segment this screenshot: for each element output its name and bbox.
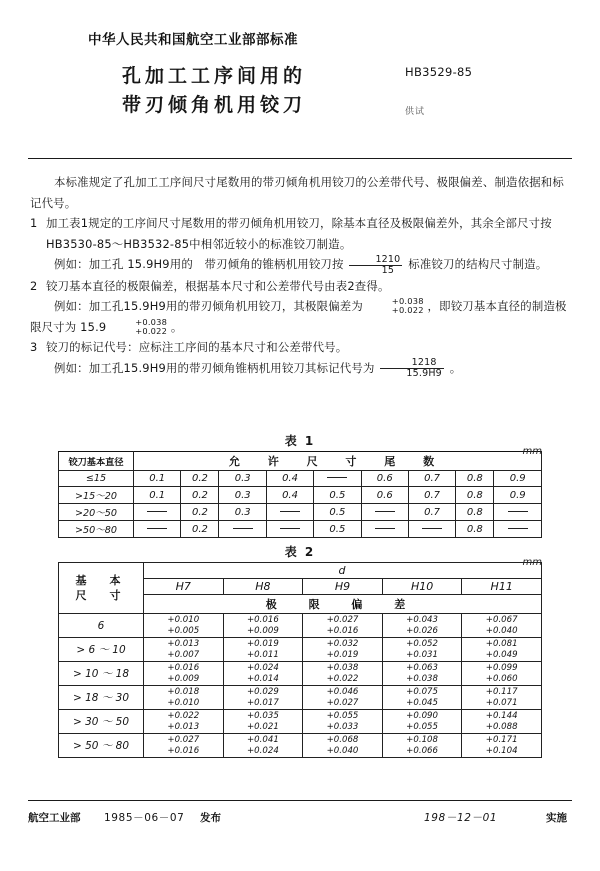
table-1-value-cell: 0.8 (456, 504, 494, 521)
table-2-block (58, 543, 542, 758)
table-2-d-header: d (144, 563, 542, 579)
table-1-value-cell (134, 504, 181, 521)
table-row (59, 504, 542, 521)
table-1-value-cell (266, 521, 313, 538)
deviation-upper: +0.016 (167, 663, 200, 673)
empty-dash-icon (375, 528, 395, 529)
deviation-upper: +0.013 (167, 639, 200, 649)
footer-publish-label: 发布 (200, 812, 221, 824)
table-2-deviation-cell (303, 638, 383, 662)
clause-2-deviation-1 (368, 297, 424, 314)
table-1-value-cell: 0.8 (456, 521, 494, 538)
table-2-deviation-cell (462, 662, 542, 686)
table-2-deviation-cell (303, 662, 383, 686)
empty-dash-icon (147, 511, 167, 512)
table-2-size-cell: > 6 ～ 10 (59, 638, 144, 662)
footer-divider (28, 800, 572, 801)
deviation-lower: +0.027 (326, 697, 359, 708)
empty-dash-icon (233, 528, 253, 529)
table-1-value-cell: 0.7 (408, 471, 455, 487)
table-1-value-cell: 0.9 (494, 487, 542, 504)
table-2-deviation-cell (144, 662, 224, 686)
deviation-upper: +0.063 (406, 663, 438, 673)
deviation-upper: +0.099 (485, 663, 518, 673)
table-1-range-cell: >20～50 (59, 504, 134, 521)
table-1-caption: 表 1 (284, 434, 316, 448)
deviation-lower: +0.016 (167, 745, 200, 756)
deviation-upper: +0.068 (326, 735, 359, 745)
clause-2-deviation-1-upper: +0.038 (391, 296, 424, 307)
deviation-lower: +0.033 (326, 721, 359, 732)
empty-dash-icon (508, 511, 528, 512)
table-2-deviation-cell (144, 614, 224, 638)
table-2-deviation-cell (223, 638, 303, 662)
clause-3-fraction-numerator: 1218 (380, 358, 444, 369)
deviation-upper: +0.016 (246, 615, 279, 625)
table-1-value-cell: 0.9 (494, 471, 542, 487)
deviation-lower: +0.022 (326, 673, 359, 684)
deviation-upper: +0.171 (485, 735, 518, 745)
deviation-upper: +0.022 (167, 711, 200, 721)
deviation-lower: +0.060 (485, 673, 518, 684)
footer-issue-date: 1985－06－07 (104, 812, 185, 824)
deviation-upper: +0.075 (406, 687, 438, 697)
deviation-lower: +0.049 (485, 649, 518, 660)
table-2-deviation-cell (382, 662, 462, 686)
table-1-value-cell (494, 521, 542, 538)
table-2-deviation-cell (382, 614, 462, 638)
deviation-upper: +0.018 (167, 687, 200, 697)
table-1-value-cell (494, 504, 542, 521)
table-1-value-cell (408, 521, 455, 538)
body-text (30, 172, 570, 379)
table-1-range-cell: >15～20 (59, 487, 134, 504)
deviation-lower: +0.055 (406, 721, 438, 732)
table-1-range-cell: >50～80 (59, 521, 134, 538)
table-1-value-cell: 0.3 (219, 504, 266, 521)
clause-1-example-post: 标准铰刀的结构尺寸制造。 (408, 257, 548, 272)
table-row (59, 662, 542, 686)
table-row (59, 487, 542, 504)
table-1-value-cell: 0.2 (181, 487, 219, 504)
deviation-lower: +0.021 (246, 721, 279, 732)
clause-3-example-post: 。 (449, 360, 462, 375)
table-2-deviation-cell (462, 734, 542, 758)
table-1-unit: mm (522, 446, 542, 457)
deviation-lower: +0.019 (326, 649, 359, 660)
deviation-lower: +0.088 (485, 721, 518, 732)
table-2-deviation-cell (303, 614, 383, 638)
clause-3-fraction-denominator: 15.9H9 (406, 368, 442, 380)
table-1-value-cell: 0.5 (314, 521, 361, 538)
table-1-value-cell (134, 521, 181, 538)
header-divider (28, 158, 572, 159)
deviation-upper: +0.029 (246, 687, 279, 697)
deviation-upper: +0.010 (167, 615, 200, 625)
deviation-lower: +0.066 (406, 745, 438, 756)
clause-2-number: 2 (30, 278, 38, 293)
table-1-value-cell: 0.8 (456, 487, 494, 504)
clause-2-example (30, 296, 570, 337)
deviation-upper: +0.024 (246, 663, 279, 673)
table-1-value-cell: 0.8 (456, 471, 494, 487)
clause-1-fraction (349, 255, 402, 276)
table-2-deviation-cell (223, 734, 303, 758)
empty-dash-icon (280, 528, 300, 529)
table-1 (58, 451, 542, 538)
deviation-upper: +0.090 (406, 711, 438, 721)
table-2-grade-header: H8 (223, 579, 303, 595)
issuing-organization: 中华人民共和国航空工业部部标准 (88, 32, 298, 48)
table-2-deviation-cell (462, 686, 542, 710)
empty-dash-icon (508, 528, 528, 529)
clause-3-text: 铰刀的标记代号：应标注工序间的基本尺寸和公差带代号。 (46, 340, 348, 355)
table-1-row-header: 铰刀基本直径 (59, 452, 134, 471)
table-1-value-cell (361, 521, 408, 538)
table-2-deviation-cell (462, 614, 542, 638)
document-title (122, 62, 306, 121)
table-1-value-cell: 0.7 (408, 504, 455, 521)
table-2-d-header-row (59, 563, 542, 579)
standard-number: HB3529-85 (405, 65, 473, 79)
table-2-basic-size-header (59, 563, 144, 614)
clause-2 (30, 276, 570, 297)
table-1-span-header: 允 许 尺 寸 尾 数 (134, 452, 542, 471)
table-1-value-cell: 0.1 (134, 471, 181, 487)
deviation-upper: +0.067 (485, 615, 518, 625)
table-2-deviation-cell (144, 734, 224, 758)
empty-dash-icon (422, 528, 442, 529)
empty-dash-icon (280, 511, 300, 512)
deviation-upper: +0.035 (246, 711, 279, 721)
clause-3-example-pre: 例如：加工孔15.9H9用的带刃倾角锥柄机用铰刀其标记代号为 (54, 360, 375, 375)
table-1-value-cell (314, 471, 361, 487)
table-1-value-cell: 0.2 (181, 504, 219, 521)
table-2-grade-header: H9 (303, 579, 383, 595)
table-1-header-row (59, 452, 542, 471)
table-1-range-cell: ≤15 (59, 471, 134, 487)
deviation-lower: +0.016 (326, 625, 359, 636)
table-1-block (58, 432, 542, 538)
table-row (59, 638, 542, 662)
deviation-lower: +0.010 (167, 697, 200, 708)
clause-1-example (30, 254, 570, 275)
deviation-upper: +0.052 (406, 639, 438, 649)
table-1-value-cell: 0.1 (134, 487, 181, 504)
deviation-upper: +0.038 (326, 663, 359, 673)
table-2-size-cell: > 10 ～ 18 (59, 662, 144, 686)
clause-2-deviation-2 (111, 318, 167, 335)
empty-dash-icon (327, 477, 347, 478)
table-2-deviation-cell (303, 686, 383, 710)
table-1-value-cell: 0.4 (266, 471, 313, 487)
footer-issuer: 航空工业部 (28, 812, 81, 824)
deviation-upper: +0.032 (326, 639, 359, 649)
table-1-value-cell: 0.4 (266, 487, 313, 504)
title-line-1: 孔加工工序间用的 (122, 65, 307, 87)
deviation-upper: +0.027 (326, 615, 359, 625)
table-2-size-cell: 6 (59, 614, 144, 638)
footer-effective-label: 实施 (546, 812, 567, 824)
deviation-lower: +0.104 (485, 745, 518, 756)
deviation-lower: +0.031 (406, 649, 438, 660)
table-2-deviation-cell (223, 662, 303, 686)
clause-2-example-pre: 例如：加工孔15.9H9用的带刃倾角机用铰刀，其极限偏差为 (54, 299, 363, 314)
table-2-deviation-cell (223, 710, 303, 734)
table-row (59, 614, 542, 638)
table-2-caption: 表 2 (284, 545, 316, 559)
table-row (59, 521, 542, 538)
table-row (59, 471, 542, 487)
deviation-upper: +0.117 (485, 687, 518, 697)
clause-2-deviation-2-upper: +0.038 (135, 316, 168, 327)
deviation-lower: +0.007 (167, 649, 200, 660)
footer-effective-date: 198－12－01 (424, 812, 498, 824)
clause-1-text: 加工表1规定的工序间尺寸尾数用的带刃倾角机用铰刀，除基本直径及极限偏差外，其余全部尺寸按HB3530-85～HB3532-85中相邻近较小的标准铰刀制造。 (46, 216, 552, 251)
clause-1-fraction-numerator: 1210 (349, 255, 402, 266)
clause-2-example-post: 。 (170, 319, 183, 334)
table-1-value-cell: 0.6 (361, 471, 408, 487)
deviation-lower: +0.024 (246, 745, 279, 756)
table-2-deviation-cell (223, 686, 303, 710)
clause-2-example-mid: ，即铰刀基本直径的制造极限尺寸为 15.9 (30, 299, 567, 334)
paragraph-scope: 本标准规定了孔加工工序间尺寸尾数用的带刃倾角机用铰刀的公差带代号、极限偏差、制造依据和标记代号。 (30, 175, 564, 210)
table-2-deviation-cell (303, 710, 383, 734)
empty-dash-icon (375, 511, 395, 512)
empty-dash-icon (147, 528, 167, 529)
table-2-size-cell: > 18 ～ 30 (59, 686, 144, 710)
deviation-lower: +0.071 (485, 697, 518, 708)
deviation-upper: +0.046 (326, 687, 359, 697)
table-2-grade-header: H11 (462, 579, 542, 595)
clause-3-number: 3 (30, 340, 38, 355)
table-2-deviation-cell (382, 686, 462, 710)
table-2-deviation-cell (462, 710, 542, 734)
deviation-upper: +0.081 (485, 639, 518, 649)
deviation-upper: +0.027 (167, 735, 200, 745)
deviation-lower: +0.026 (406, 625, 438, 636)
table-row (59, 686, 542, 710)
clause-3 (30, 337, 570, 358)
table-1-value-cell: 0.6 (361, 487, 408, 504)
table-1-value-cell: 0.5 (314, 504, 361, 521)
table-2-basic-label-line2: 尺 寸 (75, 589, 127, 602)
deviation-upper: +0.043 (406, 615, 438, 625)
deviation-lower: +0.040 (326, 745, 359, 756)
table-2-deviation-cell (382, 734, 462, 758)
table-2-size-cell: > 30 ～ 50 (59, 710, 144, 734)
table-2-deviation-cell (144, 686, 224, 710)
deviation-upper: +0.144 (485, 711, 518, 721)
standard-subnote: 供试 (405, 107, 426, 117)
table-2-deviation-cell (382, 710, 462, 734)
table-2-grade-header: H7 (144, 579, 224, 595)
clause-1-example-pre: 例如：加工孔 15.9H9用的 带刃倾角的锥柄机用铰刀按 (54, 257, 344, 272)
deviation-lower: +0.045 (406, 697, 438, 708)
clause-1 (30, 213, 570, 254)
table-row (59, 734, 542, 758)
clause-1-number: 1 (30, 216, 38, 231)
deviation-lower: +0.038 (406, 673, 438, 684)
clause-2-deviation-1-lower: +0.022 (391, 305, 424, 316)
clause-3-fraction (380, 358, 444, 379)
title-line-2: 带刃倾角机用铰刀 (122, 94, 307, 117)
table-2-grade-header: H10 (382, 579, 462, 595)
table-2-deviation-cell (303, 734, 383, 758)
deviation-upper: +0.108 (406, 735, 438, 745)
deviation-lower: +0.017 (246, 697, 279, 708)
table-2 (58, 562, 542, 758)
table-1-value-cell (266, 504, 313, 521)
table-1-value-cell: 0.3 (219, 471, 266, 487)
table-1-value-cell: 0.3 (219, 487, 266, 504)
table-2-deviation-cell (144, 710, 224, 734)
table-2-deviation-cell (382, 638, 462, 662)
table-1-value-cell (361, 504, 408, 521)
deviation-lower: +0.005 (167, 625, 200, 636)
deviation-lower: +0.011 (246, 649, 279, 660)
table-1-value-cell: 0.5 (314, 487, 361, 504)
table-2-deviation-header: 极 限 偏 差 (144, 595, 542, 614)
deviation-upper: +0.041 (246, 735, 279, 745)
table-2-basic-label-line1: 基 本 (75, 574, 127, 587)
document-footer (28, 806, 572, 832)
table-1-value-cell (219, 521, 266, 538)
clause-2-text: 铰刀基本直径的极限偏差，根据基本尺寸和公差带代号由表2查得。 (46, 278, 390, 293)
table-1-value-cell: 0.7 (408, 487, 455, 504)
table-2-deviation-cell (223, 614, 303, 638)
deviation-lower: +0.009 (246, 625, 279, 636)
table-2-size-cell: > 50 ～ 80 (59, 734, 144, 758)
table-1-value-cell: 0.2 (181, 471, 219, 487)
table-2-unit: mm (522, 557, 542, 568)
deviation-lower: +0.009 (167, 673, 200, 684)
deviation-lower: +0.014 (246, 673, 279, 684)
table-row (59, 710, 542, 734)
table-1-value-cell: 0.2 (181, 521, 219, 538)
deviation-lower: +0.013 (167, 721, 200, 732)
clause-1-fraction-denominator: 15 (381, 264, 395, 276)
clause-3-example (30, 358, 570, 379)
table-2-deviation-cell (144, 638, 224, 662)
clause-2-deviation-2-lower: +0.022 (135, 325, 168, 336)
deviation-upper: +0.019 (246, 639, 279, 649)
deviation-lower: +0.040 (485, 625, 518, 636)
table-2-deviation-cell (462, 638, 542, 662)
deviation-upper: +0.055 (326, 711, 359, 721)
